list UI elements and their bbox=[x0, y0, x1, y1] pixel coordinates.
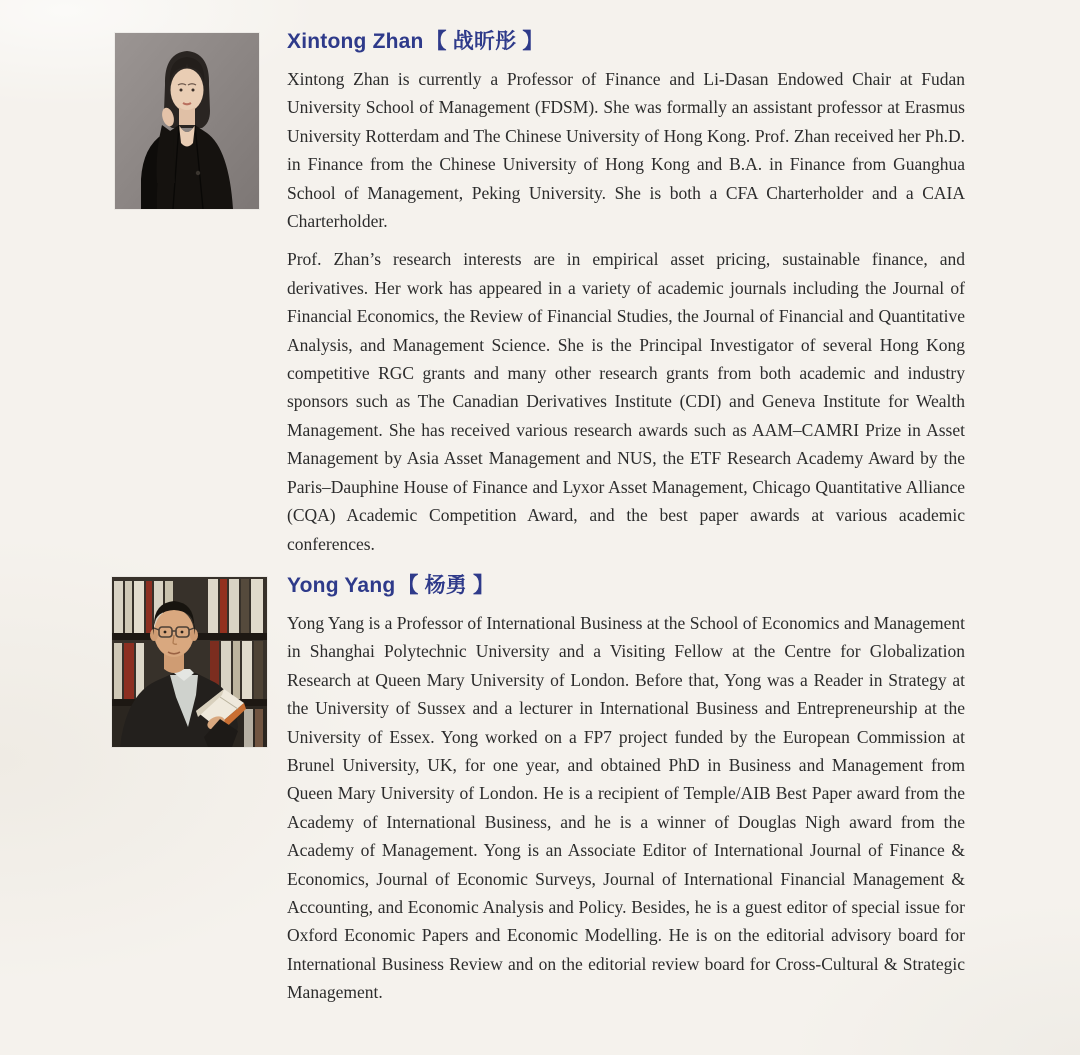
profile-name-latin: Xintong Zhan bbox=[287, 30, 424, 53]
profile-name-heading bbox=[287, 30, 965, 54]
bio-paragraph: Xintong Zhan is currently a Professor of Finance and Li-Dasan Endowed Chair at Fudan University School of Management (FDSM). She was formally an assistant professor at Erasmus University Rotterdam and The Chinese University of Hong Kong. Prof. Zhan received her Ph.D. in Finance from the Chinese University of Hong Kong and B.A. in Finance from Guanghua School of Management, Peking University. She is both a CFA Charterholder and a CAIA Charterholder. bbox=[287, 69, 965, 232]
bio-paragraph: Yong Yang is a Professor of International Business at the School of Economics and Management in Shanghai Polytechnic University and a Visiting Fellow at the Centre for Globalization Research at Queen Mary University of London. Before that, Yong was a Reader in Strategy at the University of Sussex and a lecturer in International Business and Entrepreneurship at the University of Essex. Yong worked on a FP7 project funded by the European Commission at Brunel University, UK, for one year, and obtained PhD in Business and Management from Queen Mary University of London. He is a recipient of Temple/AIB Best Paper award from the Academy of International Business, and he is a winner of Douglas Nigh award from the Academy of Management. Yong is an Associate Editor of International Journal of Finance & Economics, Journal of Economic Surveys, Journal of International Financial Management & Accounting, and Economic Analysis and Policy. Besides, he is a guest editor of special issue for Oxford Economic Papers and Economic Modelling. He is on the editorial advisory board for International Business Review and on the editorial review board for Cross-Cultural & Strategic Management. bbox=[287, 613, 965, 1003]
profile-name-heading bbox=[287, 574, 965, 598]
profile-name-latin: Yong Yang bbox=[287, 574, 396, 597]
portrait-photo-yong-yang bbox=[112, 577, 267, 747]
profile-section-yong-yang bbox=[287, 574, 965, 1007]
profile-name-chinese: 【 杨勇 】 bbox=[397, 574, 495, 597]
profile-section-xintong-zhan bbox=[287, 30, 965, 558]
bio-paragraph: Prof. Zhan’s research interests are in empirical asset pricing, sustainable finance, and derivatives. Her work has appeared in a variety of academic journals including the Journal of Financial Economics, the Review of Financial Studies, the Journal of Financial and Quantitative Analysis, and Management Science. She is the Principal Investigator of several Hong Kong competitive RGC grants and many other research grants from both academic and industry sponsors such as The Canadian Derivatives Institute (CDI) and Geneva Institute for Wealth Management. She has received various research awards such as AAM–CAMRI Prize in Asset Management by Asia Asset Management and NUS, the ETF Research Academy Award by the Paris–Dauphine House of Finance and Lyxor Asset Management, Chicago Quantitative Alliance (CQA) Academic Competition Award, and the best paper awards at various academic conferences. bbox=[287, 249, 965, 554]
portrait-photo-xintong-zhan bbox=[115, 33, 259, 209]
profile-name-chinese: 【 战昕彤 】 bbox=[425, 30, 544, 53]
